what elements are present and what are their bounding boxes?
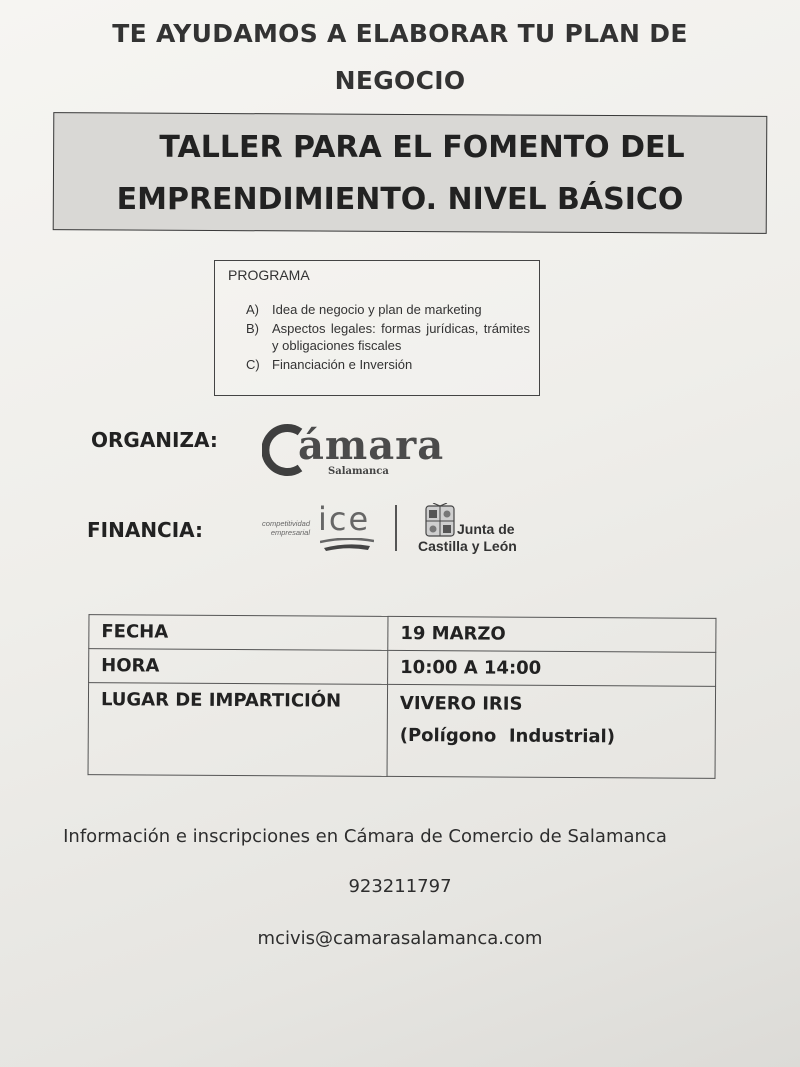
program-item-a	[246, 301, 530, 319]
organiza-label: ORGANIZA:	[91, 428, 218, 452]
ice-swoosh-icon	[320, 538, 374, 552]
ice-logo-word: ice	[318, 500, 371, 538]
ice-tagline	[246, 519, 310, 537]
footer-phone: 923211797	[348, 876, 452, 897]
footer-info: Información e inscripciones en Cámara de Comercio de Salamanca	[63, 826, 667, 847]
table-row	[89, 615, 716, 653]
camara-logo	[262, 420, 472, 482]
ice-tagline-2: empresarial	[270, 528, 310, 537]
table-cell-value: 19 MARZO	[388, 616, 716, 652]
workshop-title	[70, 122, 750, 226]
camara-logo-word: ámara	[298, 422, 445, 469]
details-table	[88, 614, 717, 779]
junta-logo-text	[418, 521, 517, 555]
program-item-text: Idea de negocio y plan de marketing	[272, 302, 482, 317]
program-item-letter: C)	[246, 356, 260, 372]
junta-line-2: Castilla y León	[418, 538, 517, 554]
table-cell-key: FECHA	[89, 615, 388, 651]
table-cell-value	[387, 684, 716, 778]
footer-email: mcivis@camarasalamanca.com	[257, 928, 543, 949]
headline-line-1: TE AYUDAMOS A ELABORAR TU PLAN DE	[112, 19, 688, 48]
program-item-text: Aspectos legales: formas jurídicas, trámites y obligaciones fiscales	[272, 320, 530, 353]
program-item-b	[246, 320, 530, 355]
ice-tagline-1: competitividad	[262, 519, 310, 528]
program-item-text: Financiación e Inversión	[272, 356, 413, 372]
program-item-letter: B)	[246, 320, 259, 336]
program-item-c	[246, 356, 530, 374]
program-item-letter: A)	[246, 302, 259, 317]
table-row	[89, 649, 716, 687]
camara-logo-sub: Salamanca	[328, 466, 389, 477]
table-cell-value: 10:00 A 14:00	[388, 650, 716, 686]
table-cell-value-line-2: (Polígono Industrial)	[399, 724, 616, 748]
program-list	[246, 301, 530, 373]
table-cell-key: HORA	[89, 649, 388, 685]
financia-label: FINANCIA:	[87, 518, 204, 542]
logo-divider	[395, 505, 397, 551]
workshop-title-line-2: EMPRENDIMIENTO. NIVEL BÁSICO	[116, 182, 684, 217]
junta-line-1: Junta de	[457, 521, 515, 537]
workshop-title-line-1: TALLER PARA EL FOMENTO DEL	[159, 130, 685, 165]
headline-line-2: NEGOCIO	[334, 66, 466, 95]
table-cell-value-line-1: VIVERO IRIS	[399, 692, 523, 715]
program-heading: PROGRAMA	[228, 267, 310, 283]
table-row	[88, 683, 716, 779]
headline	[60, 10, 740, 104]
table-cell-key: LUGAR DE IMPARTICIÓN	[88, 683, 388, 777]
